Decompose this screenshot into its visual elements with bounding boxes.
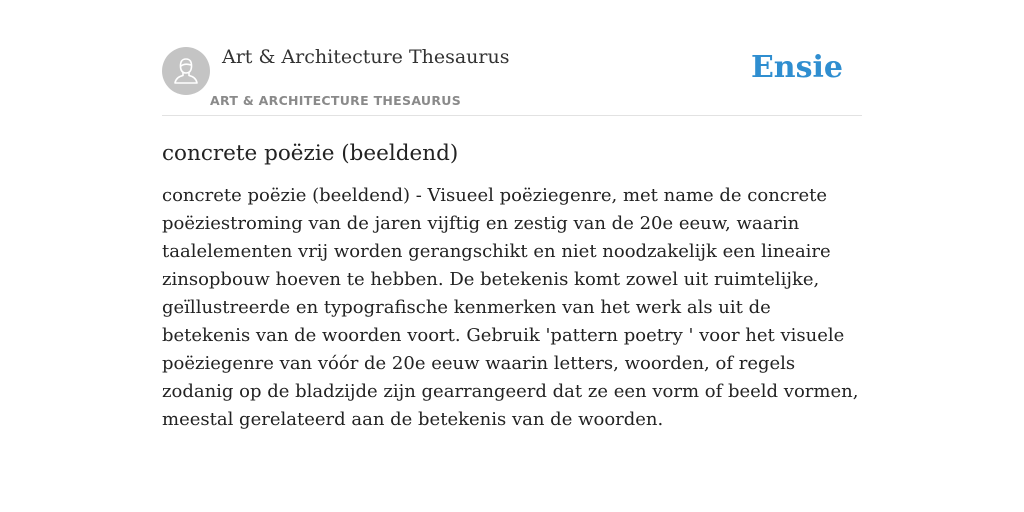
source-title[interactable]: Art & Architecture Thesaurus [222, 46, 510, 68]
definition-text: concrete poëzie (beeldend) - Visueel poëziegenre, met name de concrete poëziestroming van de jaren vijftig en zestig van de 20e eeuw, waarin taalelementen vrij worden gerangschikt en niet noodzakelijk een lineaire zinsopbouw hoeven te hebben. De betekenis komt zowel uit ruimtelijke, geïllustreerde en typografische kenmerken van het werk als uit de betekenis van de woorden voort. Gebruik 'pattern poetry ' voor het visuele poëziegenre van vóór de 20e eeuw waarin letters, woorden, of regels zodanig op de bladzijde zijn gearrangeerd dat ze een vorm of beeld vormen, meestal gerelateerd aan de betekenis van de woorden. [162, 185, 859, 430]
entry-header [162, 40, 862, 116]
page-title: concrete poëzie (beeldend) [162, 141, 459, 166]
user-icon [162, 47, 210, 95]
source-avatar[interactable] [162, 47, 210, 95]
entry-card [162, 40, 862, 434]
source-subtitle[interactable]: ART & ARCHITECTURE THESAURUS [210, 93, 462, 108]
brand-logo[interactable]: Ensie [750, 50, 843, 85]
